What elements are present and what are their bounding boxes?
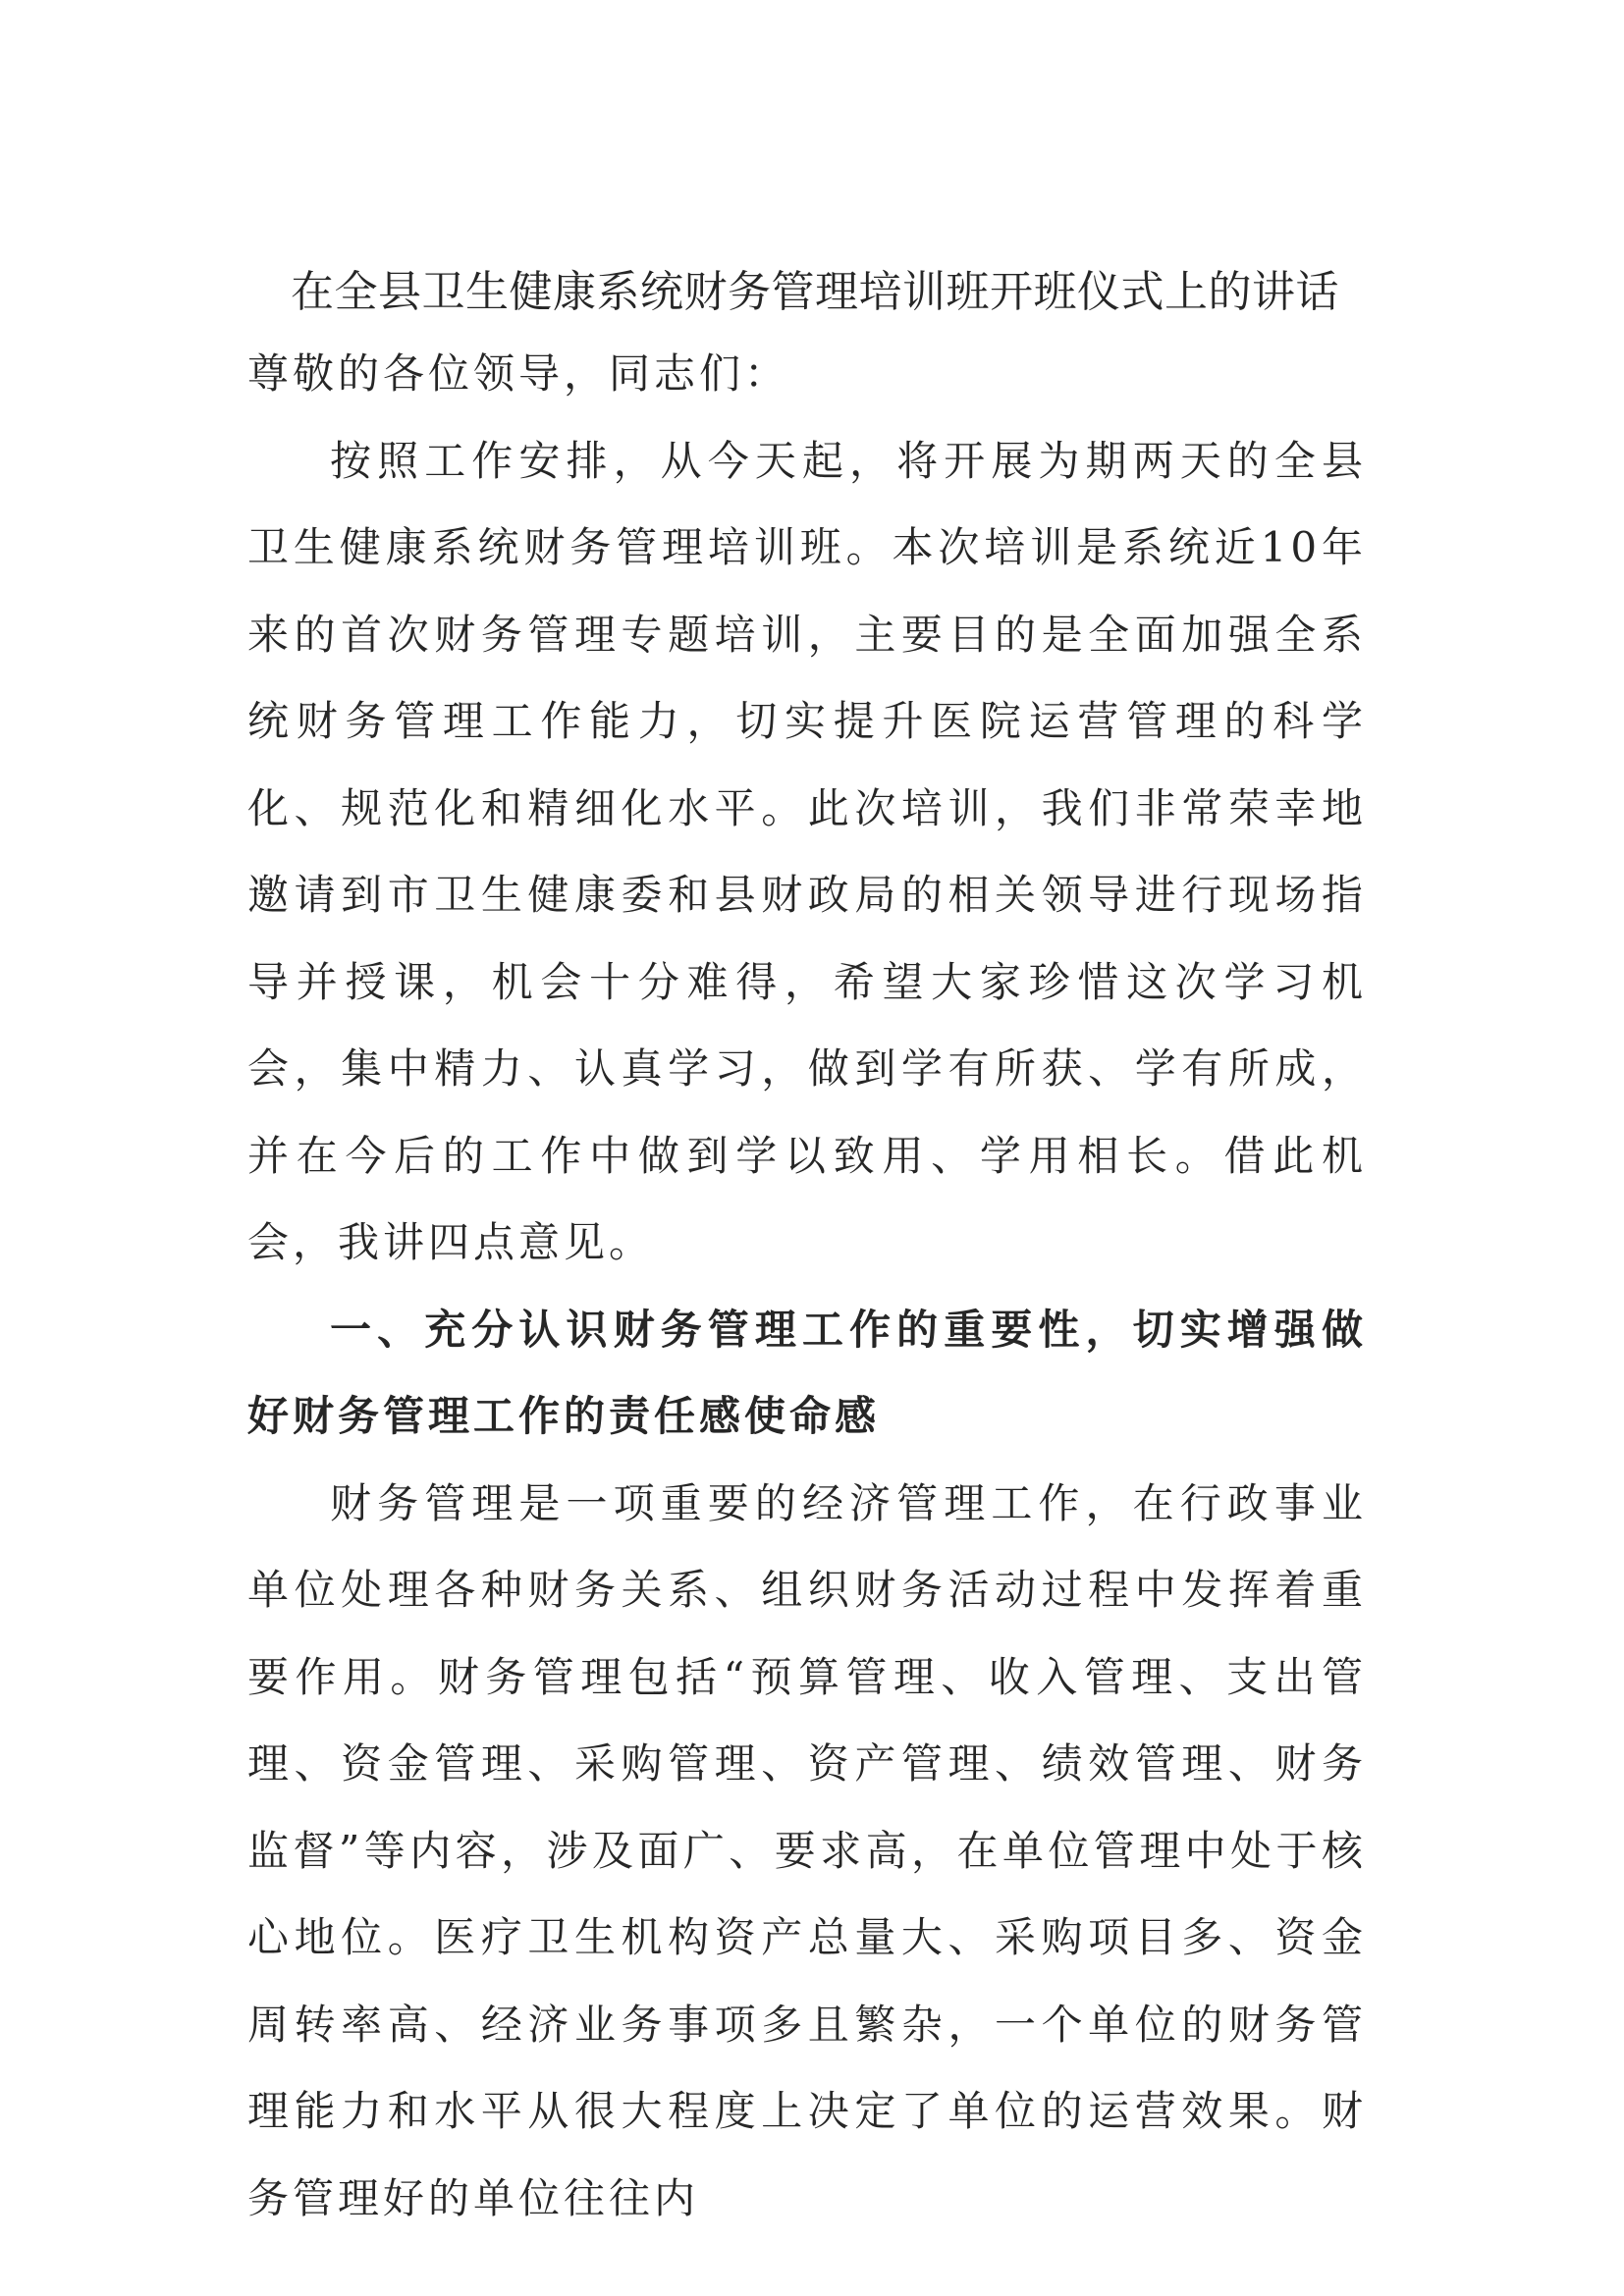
document-body — [247, 331, 1367, 2242]
paragraph-financial-management: 财务管理是一项重要的经济管理工作，在行政事业单位处理各种财务关系、组织财务活动过程中发挥着重要作用。财务管理包括“预算管理、收入管理、支出管理、资金管理、采购管理、资产管理、绩效管理、财务监督”等内容，涉及面广、要求高，在单位管理中处于核心地位。医疗卫生机构资产总量大、采购项目多、资金周转率高、经济业务事项多且繁杂，一个单位的财务管理能力和水平从很大程度上决定了单位的运营效果。财务管理好的单位往往内 — [247, 1478, 1367, 2222]
document-title: 在全县卫生健康系统财务管理培训班开班仪式上的讲话 — [291, 267, 1339, 317]
section-heading-1: 一、充分认识财务管理工作的重要性，切实增强做好财务管理工作的责任感使命感 — [247, 1305, 1367, 1440]
paragraph-intro: 按照工作安排，从今天起，将开展为期两天的全县卫生健康系统财务管理培训班。本次培训是系统近10年来的首次财务管理专题培训，主要目的是全面加强全系统财务管理工作能力，切实提升医院运营管理的科学化、规范化和精细化水平。此次培训，我们非常荣幸地邀请到市卫生健康委和县财政局的相关领导进行现场指导并授课，机会十分难得，希望大家珍惜这次学习机会，集中精力、认真学习，做到学有所获、学有所成，并在今后的工作中做到学以致用、学用相长。借此机会，我讲四点意见。 — [247, 436, 1367, 1266]
salutation: 尊敬的各位领导，同志们： — [247, 349, 790, 398]
